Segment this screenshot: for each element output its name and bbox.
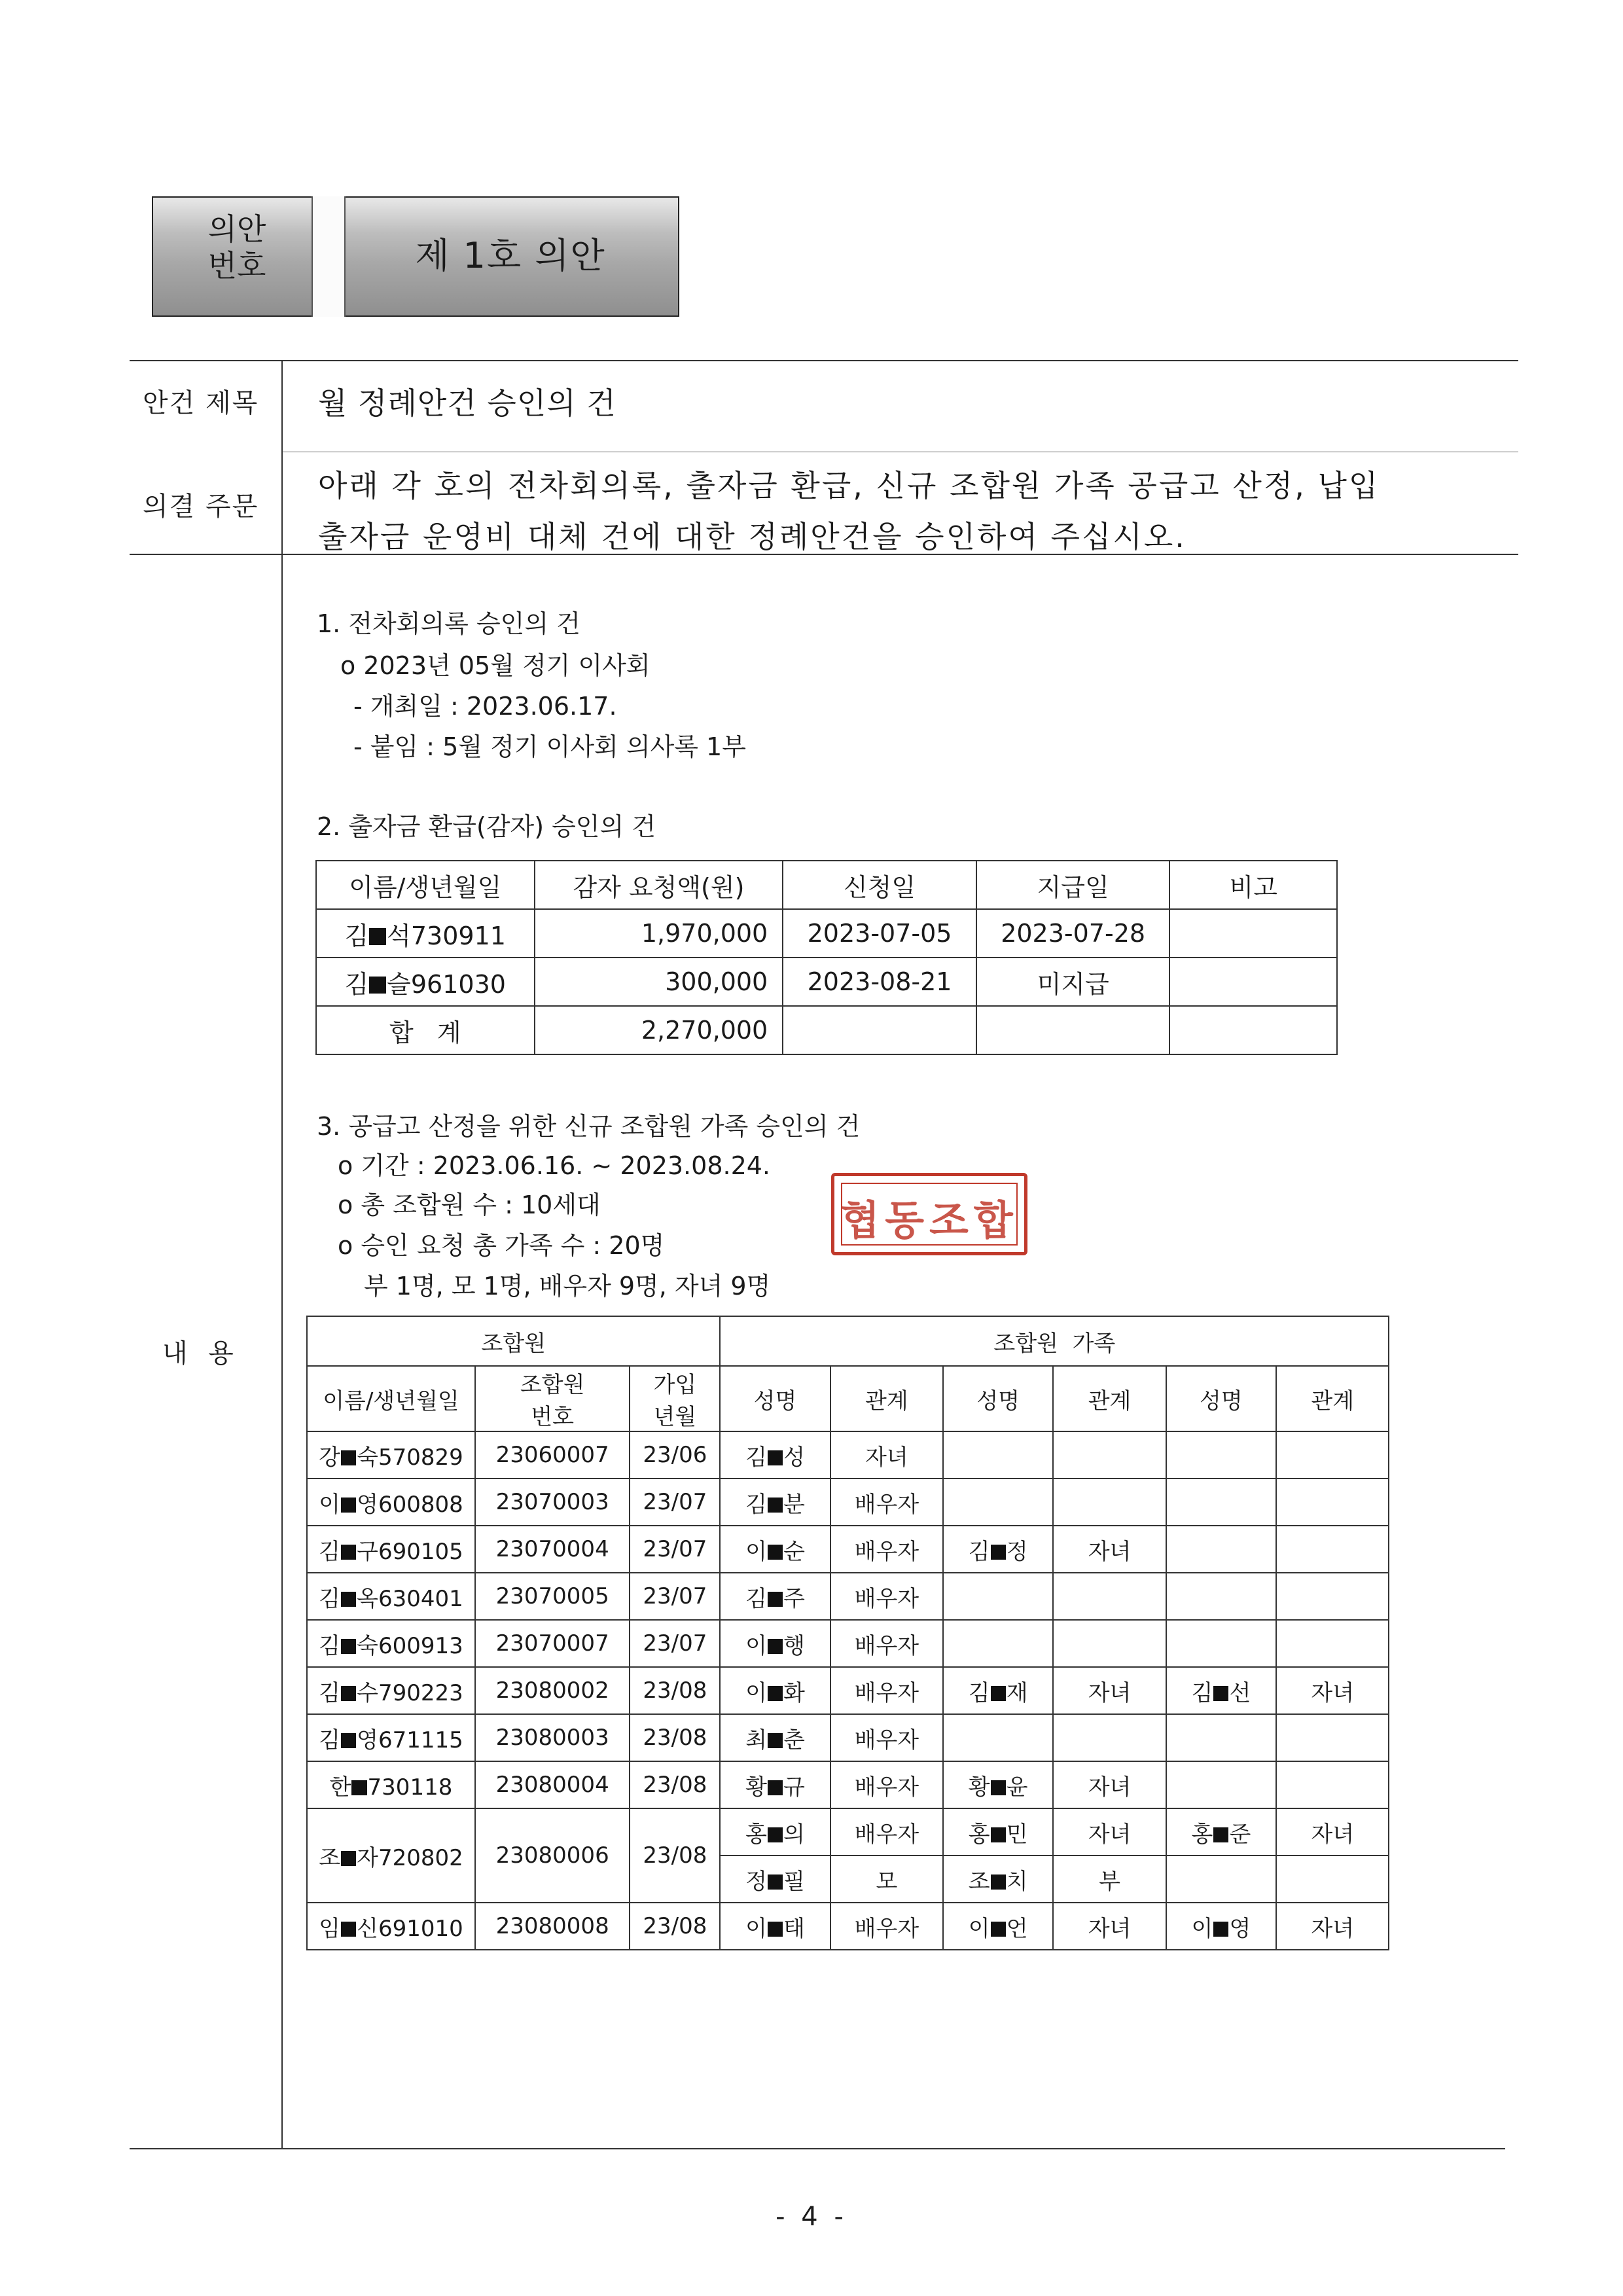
member-number-cell: 23070003 [475, 1479, 630, 1526]
relation-cell: 배우자 [830, 1479, 943, 1526]
seal-stamp [831, 1173, 1027, 1255]
family-name-cell [1166, 1431, 1276, 1479]
family-name-cell: 황 윤 [943, 1761, 1053, 1808]
family-name-cell: 김 정 [943, 1526, 1053, 1573]
relation-cell [1053, 1573, 1166, 1620]
table-row [307, 1431, 1498, 1479]
table-row [307, 1903, 1498, 1950]
redaction-mark [768, 1686, 783, 1701]
family-name-cell: 김 선 [1166, 1667, 1276, 1714]
table-row [307, 1479, 1498, 1526]
col-header-family-name: 성명 [720, 1366, 830, 1431]
join-month-cell: 23/06 [630, 1431, 720, 1479]
relation-cell: 배우자 [830, 1667, 943, 1714]
resolution-line-1: 아래 각 호의 전차회의록, 출자금 환급, 신규 조합원 가족 공급고 산정, 납입 [318, 468, 1380, 503]
table-header-row [316, 861, 1337, 909]
member-number-cell: 23070005 [475, 1573, 630, 1620]
redaction-mark [768, 1922, 783, 1937]
bill-number-divider [312, 196, 346, 317]
redaction-mark [991, 1874, 1006, 1890]
redaction-mark [369, 977, 386, 994]
family-name-cell: 황 규 [720, 1761, 830, 1808]
relation-cell: 자녀 [1053, 1526, 1166, 1573]
family-name-cell: 김 재 [943, 1667, 1053, 1714]
family-name-cell: 이 영 [1166, 1903, 1276, 1950]
redaction-mark [1213, 1922, 1228, 1937]
member-number-cell: 23060007 [475, 1431, 630, 1479]
family-name-cell [1166, 1856, 1276, 1903]
redaction-mark [991, 1922, 1006, 1937]
redaction-mark [768, 1639, 783, 1654]
seal-stamp-text: 협동조합 [840, 1196, 1018, 1244]
resolution-label: 의결 주문 [143, 492, 259, 522]
relation-cell [1276, 1431, 1389, 1479]
family-name-cell [1166, 1526, 1276, 1573]
name-cell: 김 슬961030 [316, 958, 535, 1006]
join-month-cell: 23/08 [630, 1903, 720, 1950]
relation-cell: 자녀 [1276, 1667, 1389, 1714]
amount-cell: 1,970,000 [535, 909, 783, 958]
bill-number-label-line2: 번호 [207, 248, 266, 283]
total-amount: 2,270,000 [535, 1006, 783, 1054]
member-name-cell: 김 숙600913 [307, 1620, 475, 1667]
redaction-mark [768, 1733, 783, 1748]
relation-cell: 자녀 [1276, 1808, 1389, 1856]
member-name-cell: 한 730118 [307, 1761, 475, 1808]
family-name-cell: 김 주 [720, 1573, 830, 1620]
member-name-cell: 이 영600808 [307, 1479, 475, 1526]
bill-number-label [171, 211, 302, 284]
redaction-mark [341, 1922, 356, 1937]
redaction-mark [351, 1780, 366, 1795]
table-row [307, 1667, 1498, 1714]
section1-date: - 개최일 : 2023.06.17. [353, 692, 617, 721]
redaction-mark [341, 1851, 356, 1866]
family-name-cell: 이 태 [720, 1903, 830, 1950]
col-header-family-name: 성명 [943, 1366, 1053, 1431]
family-name-cell [1166, 1479, 1276, 1526]
col-header: 신청일 [783, 861, 976, 909]
section3-requests: o 승인 요청 총 가족 수 : 20명 [338, 1231, 665, 1260]
member-number-cell: 23080003 [475, 1714, 630, 1761]
member-number-cell: 23070004 [475, 1526, 630, 1573]
table-row [307, 1808, 1498, 1856]
relation-cell [1276, 1761, 1389, 1808]
join-month-cell: 23/07 [630, 1526, 720, 1573]
group-family-header: 조합원 가족 [720, 1316, 1389, 1366]
relation-cell [1053, 1479, 1166, 1526]
redaction-mark [341, 1592, 356, 1607]
col-header-relation: 관계 [1053, 1366, 1166, 1431]
member-number-cell: 23080006 [475, 1808, 630, 1903]
redaction-mark [341, 1686, 356, 1701]
member-name-cell: 조 자720802 [307, 1808, 475, 1903]
member-name-cell: 임 신691010 [307, 1903, 475, 1950]
relation-cell [1276, 1573, 1389, 1620]
agenda-title-label: 안건 제목 [143, 388, 259, 418]
section1-heading: 1. 전차회의록 승인의 건 [317, 609, 580, 638]
member-name-cell: 강 숙570829 [307, 1431, 475, 1479]
redaction-mark [768, 1545, 783, 1560]
relation-cell: 자녀 [830, 1431, 943, 1479]
resolution-line-2: 출자금 운영비 대체 건에 대한 정례안건을 승인하여 주십시오. [318, 519, 1186, 554]
frame-label-divider [281, 360, 283, 2148]
member-name-cell: 김 수790223 [307, 1667, 475, 1714]
section3-period: o 기간 : 2023.06.16. ~ 2023.08.24. [338, 1151, 771, 1180]
section3-breakdown: 부 1명, 모 1명, 배우자 9명, 자녀 9명 [364, 1272, 771, 1300]
relation-cell: 배우자 [830, 1526, 943, 1573]
relation-cell: 부 [1053, 1856, 1166, 1903]
applied-date-cell: 2023-07-05 [783, 909, 976, 958]
join-month-cell: 23/08 [630, 1667, 720, 1714]
family-name-cell [943, 1620, 1053, 1667]
section3-members: o 총 조합원 수 : 10세대 [338, 1191, 601, 1219]
section1-item: o 2023년 05월 정기 이사회 [340, 651, 651, 680]
join-month-cell: 23/07 [630, 1479, 720, 1526]
family-name-cell: 김 성 [720, 1431, 830, 1479]
family-name-cell: 최 춘 [720, 1714, 830, 1761]
redaction-mark [341, 1733, 356, 1748]
redaction-mark [991, 1545, 1006, 1560]
member-name-cell: 김 영671115 [307, 1714, 475, 1761]
redaction-mark [341, 1498, 356, 1513]
group-header-row [307, 1316, 1498, 1366]
column-header-row [307, 1366, 1498, 1431]
redaction-mark [369, 928, 386, 945]
col-header-relation: 관계 [1276, 1366, 1389, 1431]
note-cell [1169, 958, 1337, 1006]
refund-table [315, 860, 1338, 1055]
table-row [316, 958, 1337, 1006]
relation-cell [1276, 1620, 1389, 1667]
relation-cell: 배우자 [830, 1761, 943, 1808]
content-label: 내 용 [162, 1338, 235, 1369]
family-name-cell [1166, 1620, 1276, 1667]
relation-cell [1276, 1856, 1389, 1903]
redaction-mark [991, 1780, 1006, 1795]
table-row [307, 1761, 1498, 1808]
family-name-cell [943, 1431, 1053, 1479]
member-name-cell: 김 구690105 [307, 1526, 475, 1573]
bill-number-label-line1: 의안 [207, 211, 266, 247]
family-name-cell: 홍 의 [720, 1808, 830, 1856]
relation-cell [1053, 1714, 1166, 1761]
paid-date-cell: 미지급 [976, 958, 1170, 1006]
member-number-cell: 23070007 [475, 1620, 630, 1667]
relation-cell [1053, 1431, 1166, 1479]
family-name-cell: 이 화 [720, 1667, 830, 1714]
redaction-mark [1213, 1827, 1228, 1842]
section1-attachment: - 붙임 : 5월 정기 이사회 의사록 1부 [353, 732, 746, 761]
redaction-mark [341, 1545, 356, 1560]
col-header-join: 가입 년월 [630, 1366, 720, 1431]
redaction-mark [341, 1450, 356, 1465]
family-name-cell [1166, 1714, 1276, 1761]
col-header-name: 이름/생년월일 [307, 1366, 475, 1431]
member-family-table [306, 1316, 1499, 1950]
table-row [307, 1714, 1498, 1761]
relation-cell: 배우자 [830, 1808, 943, 1856]
col-header: 비고 [1169, 861, 1337, 909]
section3-heading: 3. 공급고 산정을 위한 신규 조합원 가족 승인의 건 [317, 1112, 861, 1141]
col-header-family-name: 성명 [1166, 1366, 1276, 1431]
bill-title: 제 1호 의안 [415, 235, 606, 276]
col-header-relation: 관계 [830, 1366, 943, 1431]
col-header-member-no: 조합원 번호 [475, 1366, 630, 1431]
relation-cell: 배우자 [830, 1620, 943, 1667]
redaction-mark [768, 1498, 783, 1513]
redaction-mark [341, 1639, 356, 1654]
family-name-cell: 홍 준 [1166, 1808, 1276, 1856]
redaction-mark [768, 1780, 783, 1795]
redaction-mark [768, 1827, 783, 1842]
paid-date-cell: 2023-07-28 [976, 909, 1170, 958]
name-cell: 김 석730911 [316, 909, 535, 958]
col-header: 이름/생년월일 [316, 861, 535, 909]
family-name-cell: 조 치 [943, 1856, 1053, 1903]
frame-top-line [130, 360, 1518, 361]
family-name-cell: 정 필 [720, 1856, 830, 1903]
member-number-cell: 23080002 [475, 1667, 630, 1714]
family-name-cell [1166, 1761, 1276, 1808]
family-name-cell: 이 행 [720, 1620, 830, 1667]
relation-cell: 배우자 [830, 1903, 943, 1950]
relation-cell: 자녀 [1053, 1761, 1166, 1808]
family-name-cell: 이 언 [943, 1903, 1053, 1950]
join-month-cell: 23/08 [630, 1761, 720, 1808]
total-label: 합 계 [316, 1006, 535, 1054]
family-name-cell [943, 1573, 1053, 1620]
col-header: 감자 요청액(원) [535, 861, 783, 909]
relation-cell: 배우자 [830, 1573, 943, 1620]
redaction-mark [991, 1827, 1006, 1842]
page-number: - 4 - [776, 2202, 847, 2232]
table-row [316, 909, 1337, 958]
join-month-cell: 23/08 [630, 1714, 720, 1761]
member-number-cell: 23080004 [475, 1761, 630, 1808]
family-name-cell: 홍 민 [943, 1808, 1053, 1856]
relation-cell: 자녀 [1053, 1903, 1166, 1950]
member-number-cell: 23080008 [475, 1903, 630, 1950]
family-name-cell [943, 1714, 1053, 1761]
redaction-mark [1213, 1686, 1228, 1701]
member-name-cell: 김 옥630401 [307, 1573, 475, 1620]
frame-bottom-line [130, 2148, 1505, 2149]
relation-cell [1276, 1714, 1389, 1761]
relation-cell [1276, 1479, 1389, 1526]
family-name-cell [943, 1479, 1053, 1526]
total-row [316, 1006, 1337, 1054]
join-month-cell: 23/07 [630, 1620, 720, 1667]
applied-date-cell: 2023-08-21 [783, 958, 976, 1006]
amount-cell: 300,000 [535, 958, 783, 1006]
section2-heading: 2. 출자금 환급(감자) 승인의 건 [317, 812, 656, 841]
group-member-header: 조합원 [307, 1316, 720, 1366]
join-month-cell: 23/07 [630, 1573, 720, 1620]
relation-cell [1053, 1620, 1166, 1667]
table-row [307, 1573, 1498, 1620]
note-cell [1169, 909, 1337, 958]
redaction-mark [768, 1450, 783, 1465]
table-row [307, 1620, 1498, 1667]
col-header: 지급일 [976, 861, 1170, 909]
family-name-cell: 김 분 [720, 1479, 830, 1526]
redaction-mark [768, 1592, 783, 1607]
relation-cell: 자녀 [1276, 1903, 1389, 1950]
redaction-mark [768, 1874, 783, 1890]
family-name-cell [1166, 1573, 1276, 1620]
table-row [307, 1526, 1498, 1573]
relation-cell: 배우자 [830, 1714, 943, 1761]
relation-cell: 모 [830, 1856, 943, 1903]
join-month-cell: 23/08 [630, 1808, 720, 1903]
relation-cell: 자녀 [1053, 1808, 1166, 1856]
redaction-mark [991, 1686, 1006, 1701]
agenda-title-value: 월 정례안건 승인의 건 [318, 386, 616, 421]
relation-cell: 자녀 [1053, 1667, 1166, 1714]
relation-cell [1276, 1526, 1389, 1573]
family-name-cell: 이 순 [720, 1526, 830, 1573]
